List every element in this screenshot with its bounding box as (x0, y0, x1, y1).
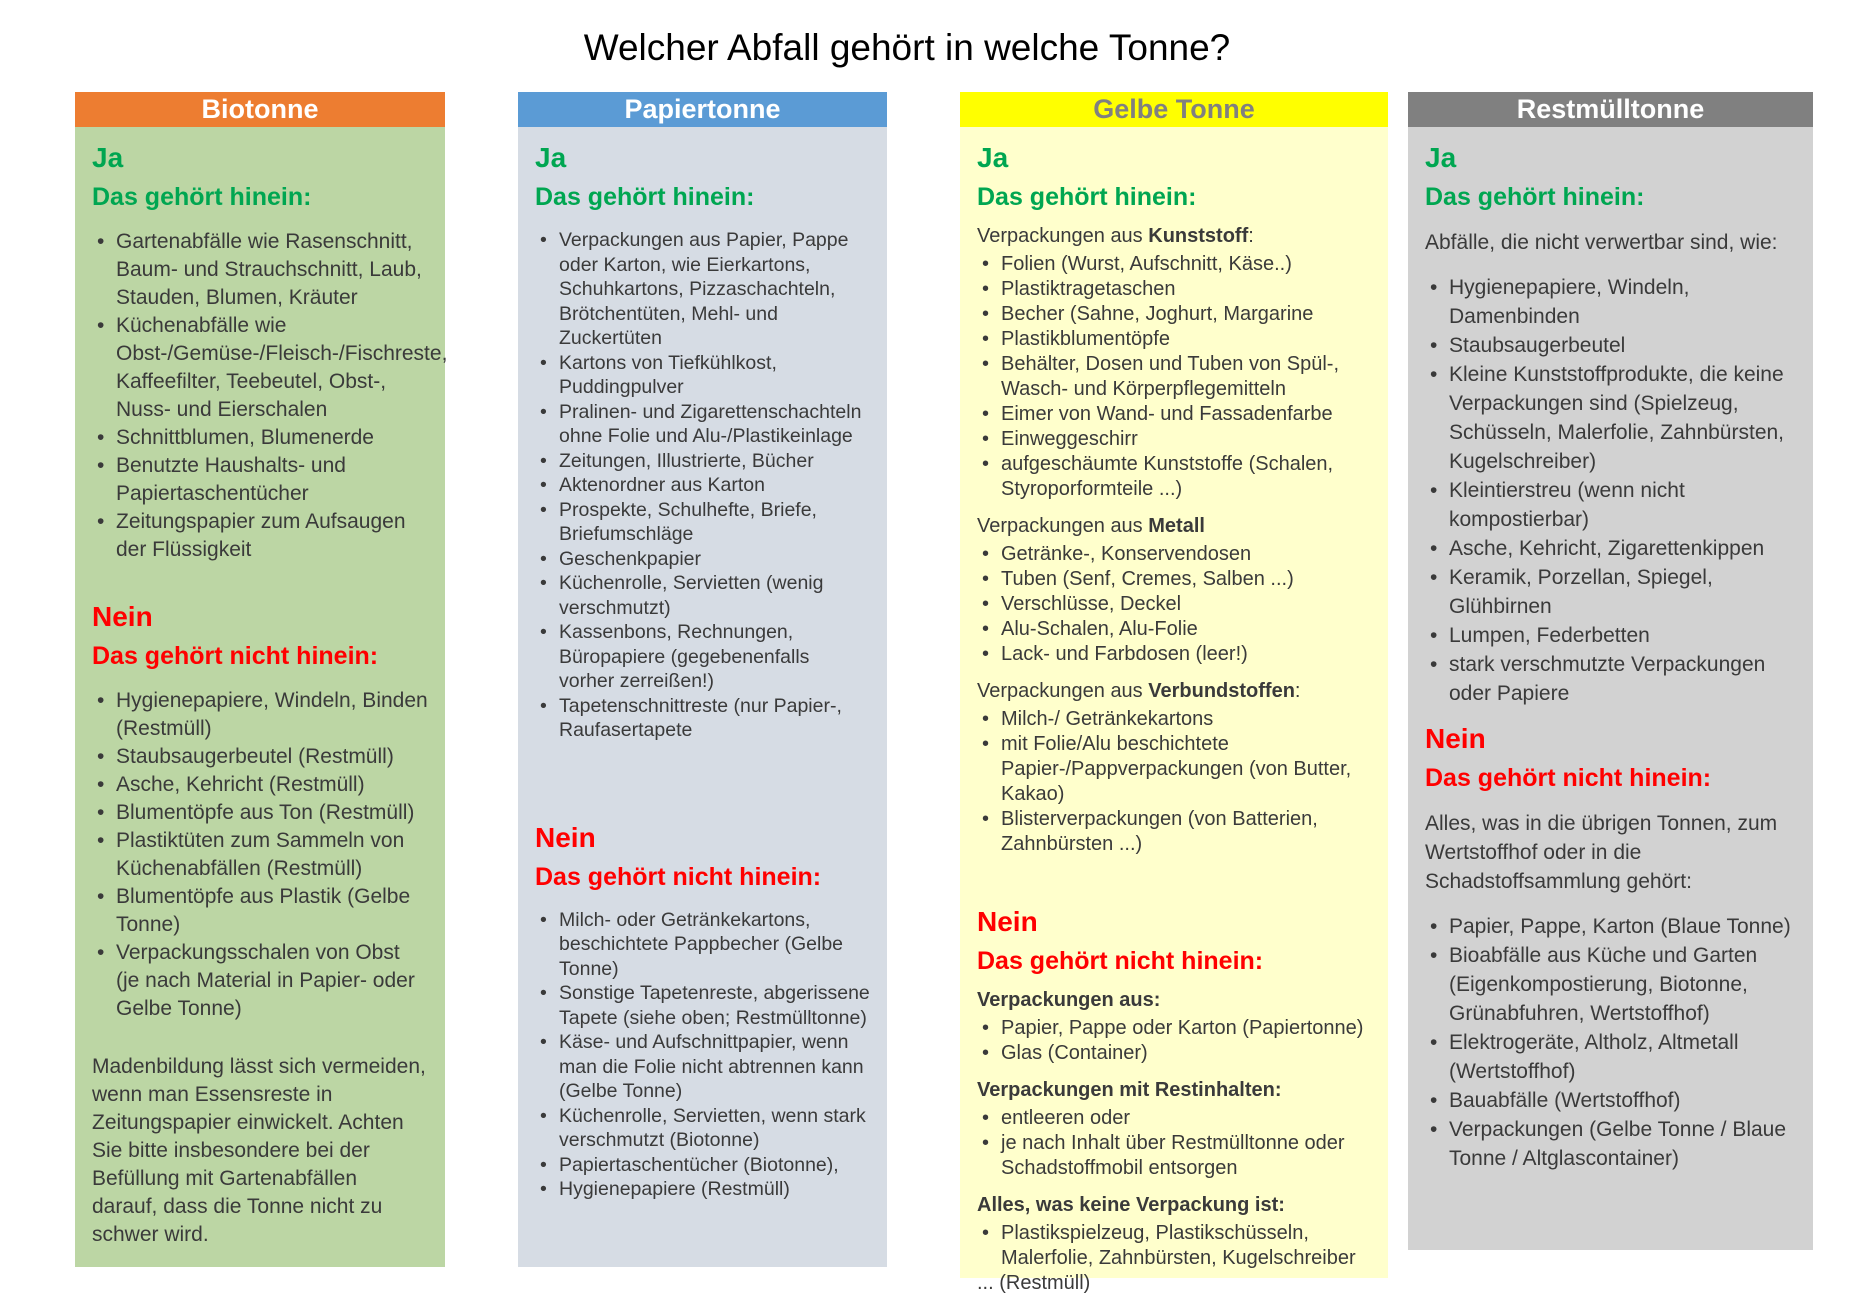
item-list (1425, 273, 1796, 708)
list-item: • Kleintierstreu (wenn nicht kompostierbar) (1425, 476, 1796, 534)
list-item: • Glas (Container) (977, 1041, 1371, 1066)
list-item: • Geschenkpapier (535, 547, 870, 572)
list-item: • Papier, Pappe, Karton (Blaue Tonne) (1425, 912, 1796, 941)
column-body-restmuelltonne (1408, 127, 1813, 1250)
group-title-text: Verpackungen aus (977, 225, 1149, 247)
item-group (977, 514, 1371, 667)
page-title: Welcher Abfall gehört in welche Tonne? (583, 27, 1231, 68)
list-item: • Verpackungen (Gelbe Tonne / Blaue Tonne / Altglascontainer) (1425, 1115, 1796, 1173)
column-header-papiertonne: Papiertonne (518, 92, 887, 127)
list-item: • Tapetenschnittreste (nur Papier-, Raufasertapete (535, 694, 870, 743)
item-list (535, 228, 870, 743)
list-item: • Zeitungen, Illustrierte, Bücher (535, 449, 870, 474)
no-label: Nein (535, 821, 596, 853)
item-group (977, 988, 1371, 1066)
list-item: • Plastikblumentöpfe (977, 327, 1371, 352)
group-title-text: Metall (1148, 515, 1205, 537)
item-list (535, 908, 870, 1202)
list-item: • Tuben (Senf, Cremes, Salben ...) (977, 567, 1371, 592)
list-item: • Küchenrolle, Servietten, wenn stark verschmutzt (Biotonne) (535, 1104, 870, 1153)
item-group (977, 224, 1371, 502)
list-item: • Milch- oder Getränkekartons, beschichtete Pappbecher (Gelbe Tonne) (535, 908, 870, 982)
list-item: • Käse- und Aufschnittpapier, wenn man die Folie nicht abtrennen kann (Gelbe Tonne) (535, 1030, 870, 1104)
item-list (977, 1106, 1371, 1181)
list-item: • Hygienepapiere (Restmüll) (535, 1177, 870, 1202)
list-item: • Asche, Kehricht, Zigarettenkippen (1425, 534, 1796, 563)
list-item: • Papier, Pappe oder Karton (Papiertonne) (977, 1016, 1371, 1041)
list-item: • Bioabfälle aus Küche und Garten (Eigenkompostierung, Biotonne, Grünabfuhren, Wertstoffhof) (1425, 941, 1796, 1028)
list-item: • Verpackungen aus Papier, Pappe oder Karton, wie Eierkartons, Schuhkartons, Pizzaschachteln, Brötchentüten, Mehl- und Zuckertüten (535, 228, 870, 351)
list-item: • Pralinen- und Zigarettenschachteln ohne Folie und Alu-/Plastikeinlage (535, 400, 870, 449)
yes-label: Ja (977, 142, 1009, 173)
item-list (977, 707, 1371, 857)
column-papiertonne (518, 92, 887, 1267)
column-restmuelltonne (1408, 92, 1813, 1250)
list-item: • Zeitungspapier zum Aufsaugen der Flüssigkeit (92, 508, 428, 564)
list-item: • Plastiktragetaschen (977, 277, 1371, 302)
list-item: • Küchenabfälle wie Obst-/Gemüse-/Fleisch-/Fischreste, Kaffeefilter, Teebeutel, Obst-, Nuss- und Eierschalen (92, 312, 428, 424)
list-item: • Staubsaugerbeutel (Restmüll) (92, 743, 428, 771)
no-section (535, 821, 870, 1202)
section-intro: Alles, was in die übrigen Tonnen, zum Wertstoffhof oder in die Schadstoffsammlung gehört: (1425, 812, 1778, 893)
group-title-text: Verpackungen mit Restinhalten: (977, 1079, 1282, 1101)
no-label: Nein (1425, 723, 1486, 754)
item-group (977, 1193, 1371, 1296)
list-item: • Kassenbons, Rechnungen, Büropapiere (gegebenenfalls vorher zerreißen!) (535, 620, 870, 694)
item-group (977, 679, 1371, 857)
group-title-text: Verpackungen aus: (977, 989, 1161, 1011)
no-heading: Das gehört nicht hinein: (92, 642, 379, 670)
list-item: • Getränke-, Konservendosen (977, 542, 1371, 567)
list-item: • Bauabfälle (Wertstoffhof) (1425, 1086, 1796, 1115)
list-item: • Asche, Kehricht (Restmüll) (92, 771, 428, 799)
item-group (1425, 273, 1796, 708)
group-title (977, 988, 1371, 1013)
item-list (92, 228, 448, 564)
group-title-text: Verpackungen aus (977, 680, 1149, 702)
list-item: • Plastikspielzeug, Plastikschüsseln, Malerfolie, Zahnbürsten, Kugelschreiber (977, 1221, 1371, 1271)
no-heading: Das gehört nicht hinein: (1425, 764, 1712, 792)
list-item: • Gartenabfälle wie Rasenschnitt, Baum- und Strauchschnitt, Laub, Stauden, Blumen, Kräuter (92, 228, 428, 312)
no-label: Nein (977, 906, 1038, 937)
list-item: • Lumpen, Federbetten (1425, 621, 1796, 650)
group-title-text: : (1294, 680, 1301, 702)
column-body-gelbe-tonne (960, 127, 1388, 1294)
item-list (92, 687, 428, 1023)
item-list (977, 1016, 1371, 1066)
yes-section (1425, 141, 1796, 708)
list-item: • Behälter, Dosen und Tuben von Spül-, Wasch- und Körperpflegemitteln (977, 352, 1371, 402)
list-item: • Schnittblumen, Blumenerde (92, 424, 428, 452)
no-heading: Das gehört nicht hinein: (535, 862, 822, 891)
item-group (535, 908, 870, 1202)
list-item: • Plastiktüten zum Sammeln von Küchenabfällen (Restmüll) (92, 827, 428, 883)
list-item: • Blumentöpfe aus Plastik (Gelbe Tonne) (92, 883, 428, 939)
no-heading: Das gehört nicht hinein: (977, 947, 1264, 975)
column-body-biotonne (75, 127, 448, 1267)
yes-section (92, 141, 448, 564)
yes-label: Ja (92, 142, 124, 173)
item-list (977, 252, 1371, 502)
item-list (977, 1221, 1371, 1271)
column-header-gelbe-tonne: Gelbe Tonne (960, 92, 1388, 127)
group-title-text: Verbundstoffen (1148, 680, 1295, 702)
item-group (92, 687, 428, 1023)
list-item: • Küchenrolle, Servietten (wenig verschmutzt) (535, 571, 870, 620)
list-item: • Blisterverpackungen (von Batterien, Zahnbürsten ...) (977, 807, 1371, 857)
yes-section (535, 141, 870, 743)
group-title-text: Kunststoff (1148, 225, 1249, 247)
column-header-biotonne: Biotonne (75, 92, 445, 127)
no-section (1425, 722, 1796, 1173)
column-biotonne (75, 92, 448, 1267)
list-item: • Einweggeschirr (977, 427, 1371, 452)
yes-label: Ja (535, 142, 567, 173)
list-item: • Milch-/ Getränkekartons (977, 707, 1371, 732)
item-list (977, 542, 1371, 667)
column-body-papiertonne (518, 127, 887, 1267)
group-title-text: : (1248, 225, 1254, 247)
group-title-text: Alles, was keine Verpackung ist: (977, 1194, 1285, 1216)
item-group (977, 1078, 1371, 1181)
list-item: • Lack- und Farbdosen (leer!) (977, 642, 1371, 667)
list-item: • aufgeschäumte Kunststoffe (Schalen, Styroporformteile ...) (977, 452, 1371, 502)
group-title-text: Verpackungen aus (977, 515, 1149, 537)
list-item: • Benutzte Haushalts- und Papiertaschentücher (92, 452, 428, 508)
yes-heading: Das gehört hinein: (92, 183, 312, 211)
list-item: • Verpackungsschalen von Obst (je nach Material in Papier- oder Gelbe Tonne) (92, 939, 428, 1023)
list-item: • Prospekte, Schulhefte, Briefe, Briefumschläge (535, 498, 870, 547)
list-item: • Staubsaugerbeutel (1425, 331, 1796, 360)
list-item: • mit Folie/Alu beschichtete Papier-/Pappverpackungen (von Butter, Kakao) (977, 732, 1371, 807)
item-group (92, 228, 448, 564)
yes-label: Ja (1425, 142, 1457, 173)
column-header-restmuelltonne: Restmülltonne (1408, 92, 1813, 127)
column-note: Madenbildung lässt sich vermeiden, wenn man Essensreste in Zeitungspapier einwickelt. Achten Sie bitte insbesondere bei der Befüllung mit Gartenabfällen darauf, dass die Tonne nicht zu schwer wird. (92, 1055, 426, 1246)
list-item: • Elektrogeräte, Altholz, Altmetall (Wertstoffhof) (1425, 1028, 1796, 1086)
item-group (535, 228, 870, 743)
group-tail: ... (Restmüll) (977, 1272, 1091, 1294)
list-item: • Keramik, Porzellan, Spiegel, Glühbirnen (1425, 563, 1796, 621)
list-item: • Blumentöpfe aus Ton (Restmüll) (92, 799, 428, 827)
list-item: • Eimer von Wand- und Fassadenfarbe (977, 402, 1371, 427)
list-item: • Sonstige Tapetenreste, abgerissene Tapete (siehe oben; Restmülltonne) (535, 981, 870, 1030)
list-item: • Kartons von Tiefkühlkost, Puddingpulver (535, 351, 870, 400)
list-item: • Hygienepapiere, Windeln, Binden (Restmüll) (92, 687, 428, 743)
list-item: • je nach Inhalt über Restmülltonne oder Schadstoffmobil entsorgen (977, 1131, 1371, 1181)
list-item: • Verschlüsse, Deckel (977, 592, 1371, 617)
list-item: • Alu-Schalen, Alu-Folie (977, 617, 1371, 642)
list-item: • Becher (Sahne, Joghurt, Margarine (977, 302, 1371, 327)
no-label: Nein (92, 601, 153, 632)
yes-heading: Das gehört hinein: (977, 183, 1197, 211)
list-item: • Papiertaschentücher (Biotonne), (535, 1153, 870, 1178)
list-item: • Aktenordner aus Karton (535, 473, 870, 498)
column-gelbe-tonne (960, 92, 1388, 1294)
group-title (977, 1078, 1371, 1103)
no-section (977, 905, 1371, 1296)
yes-heading: Das gehört hinein: (1425, 183, 1645, 211)
item-group (1425, 912, 1796, 1173)
group-title (977, 679, 1371, 704)
no-section (92, 600, 428, 1023)
yes-section (977, 141, 1371, 857)
section-intro: Abfälle, die nicht verwertbar sind, wie: (1425, 231, 1778, 254)
group-title (977, 224, 1371, 249)
yes-heading: Das gehört hinein: (535, 183, 755, 211)
item-list (1425, 912, 1796, 1173)
group-title (977, 1193, 1371, 1218)
list-item: • Folien (Wurst, Aufschnitt, Käse..) (977, 252, 1371, 277)
list-item: • entleeren oder (977, 1106, 1371, 1131)
list-item: • stark verschmutzte Verpackungen oder Papiere (1425, 650, 1796, 708)
list-item: • Kleine Kunststoffprodukte, die keine Verpackungen sind (Spielzeug, Schüsseln, Malerfolie, Zahnbürsten, Kugelschreiber) (1425, 360, 1796, 476)
group-title (977, 514, 1371, 539)
list-item: • Hygienepapiere, Windeln, Damenbinden (1425, 273, 1796, 331)
